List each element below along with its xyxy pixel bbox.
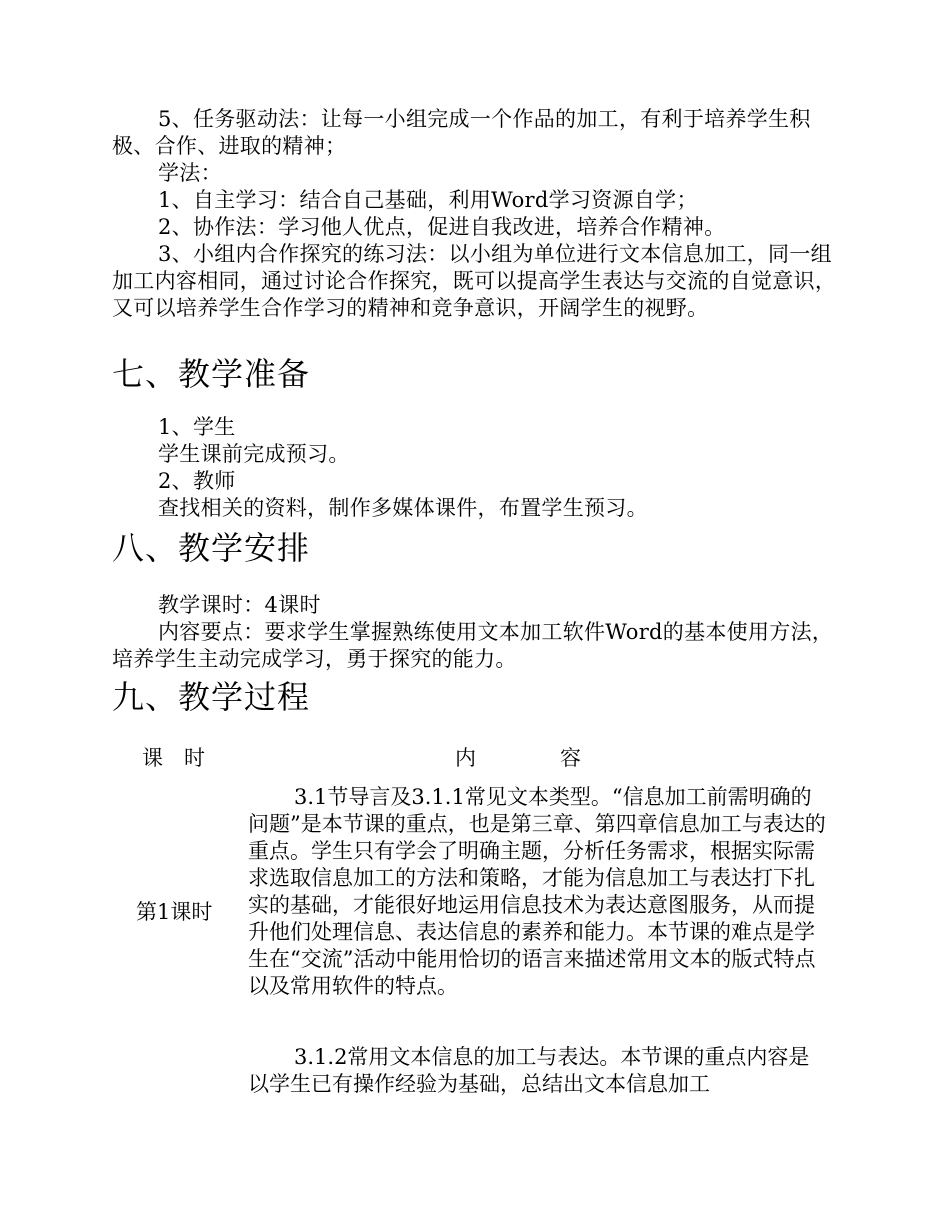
prep-line-teacher-label: 2、教师	[158, 469, 236, 493]
table-cell-content: 3.1.2常用文本信息的加工与表达。本节课的重点内容是以学生已有操作经验为基础，总结出文本信息加工	[248, 1045, 810, 1096]
section-heading-preparation: 七、教学准备	[112, 355, 311, 393]
table-header-content: 内 容	[455, 746, 581, 770]
paragraph-task-driven: 5、任务驱动法：让每一小组完成一个作品的加工，有利于培养学生积极、合作、进取的精神；	[112, 107, 811, 158]
paragraph-study-method-label: 学法：	[158, 161, 222, 185]
prep-line-teacher-text: 查找相关的资料，制作多媒体课件，布置学生预习。	[158, 496, 648, 520]
arrangement-content-points: 内容要点：要求学生掌握熟练使用文本加工软件Word的基本使用方法，培养学生主动完成学习，勇于探究的能力。	[112, 620, 834, 671]
section-heading-arrangement: 八、教学安排	[112, 529, 311, 567]
prep-line-student-text: 学生课前完成预习。	[158, 442, 350, 466]
table-cell-content: 3.1节导言及3.1.1常见文本类型。“信息加工前需明确的问题”是本节课的重点，也是第三章、第四章信息加工与表达的重点。学生只有学会了明确主题，分析任务需求，根据实际需求选取信息加工的方法和策略，才能为信息加工与表达打下扎实的基础，才能很好地运用信息技术为表达意图服务，从而提升他们处理信息、表达信息的素养和能力。本节课的难点是学生在“交流”活动中能用恰切的语言来描述常用文本的版式特点以及常用软件的特点。	[248, 785, 826, 998]
paragraph-self-study: 1、自主学习：结合自己基础，利用Word学习资源自学；	[158, 188, 698, 212]
arrangement-hours: 教学课时：4课时	[158, 593, 321, 617]
table-header-period: 课 时	[142, 746, 205, 770]
prep-line-student-label: 1、学生	[158, 415, 236, 439]
table-cell-period: 第1课时	[136, 900, 213, 924]
section-heading-process: 九、教学过程	[112, 678, 311, 716]
paragraph-collaboration: 2、协作法：学习他人优点，促进自我改进，培养合作精神。	[158, 215, 726, 239]
paragraph-group-practice: 3、小组内合作探究的练习法：以小组为单位进行文本信息加工，同一组加工内容相同，通过讨论合作探究，既可以提高学生表达与交流的自觉意识，又可以培养学生合作学习的精神和竞争意识，开阔学生的视野。	[112, 242, 837, 320]
